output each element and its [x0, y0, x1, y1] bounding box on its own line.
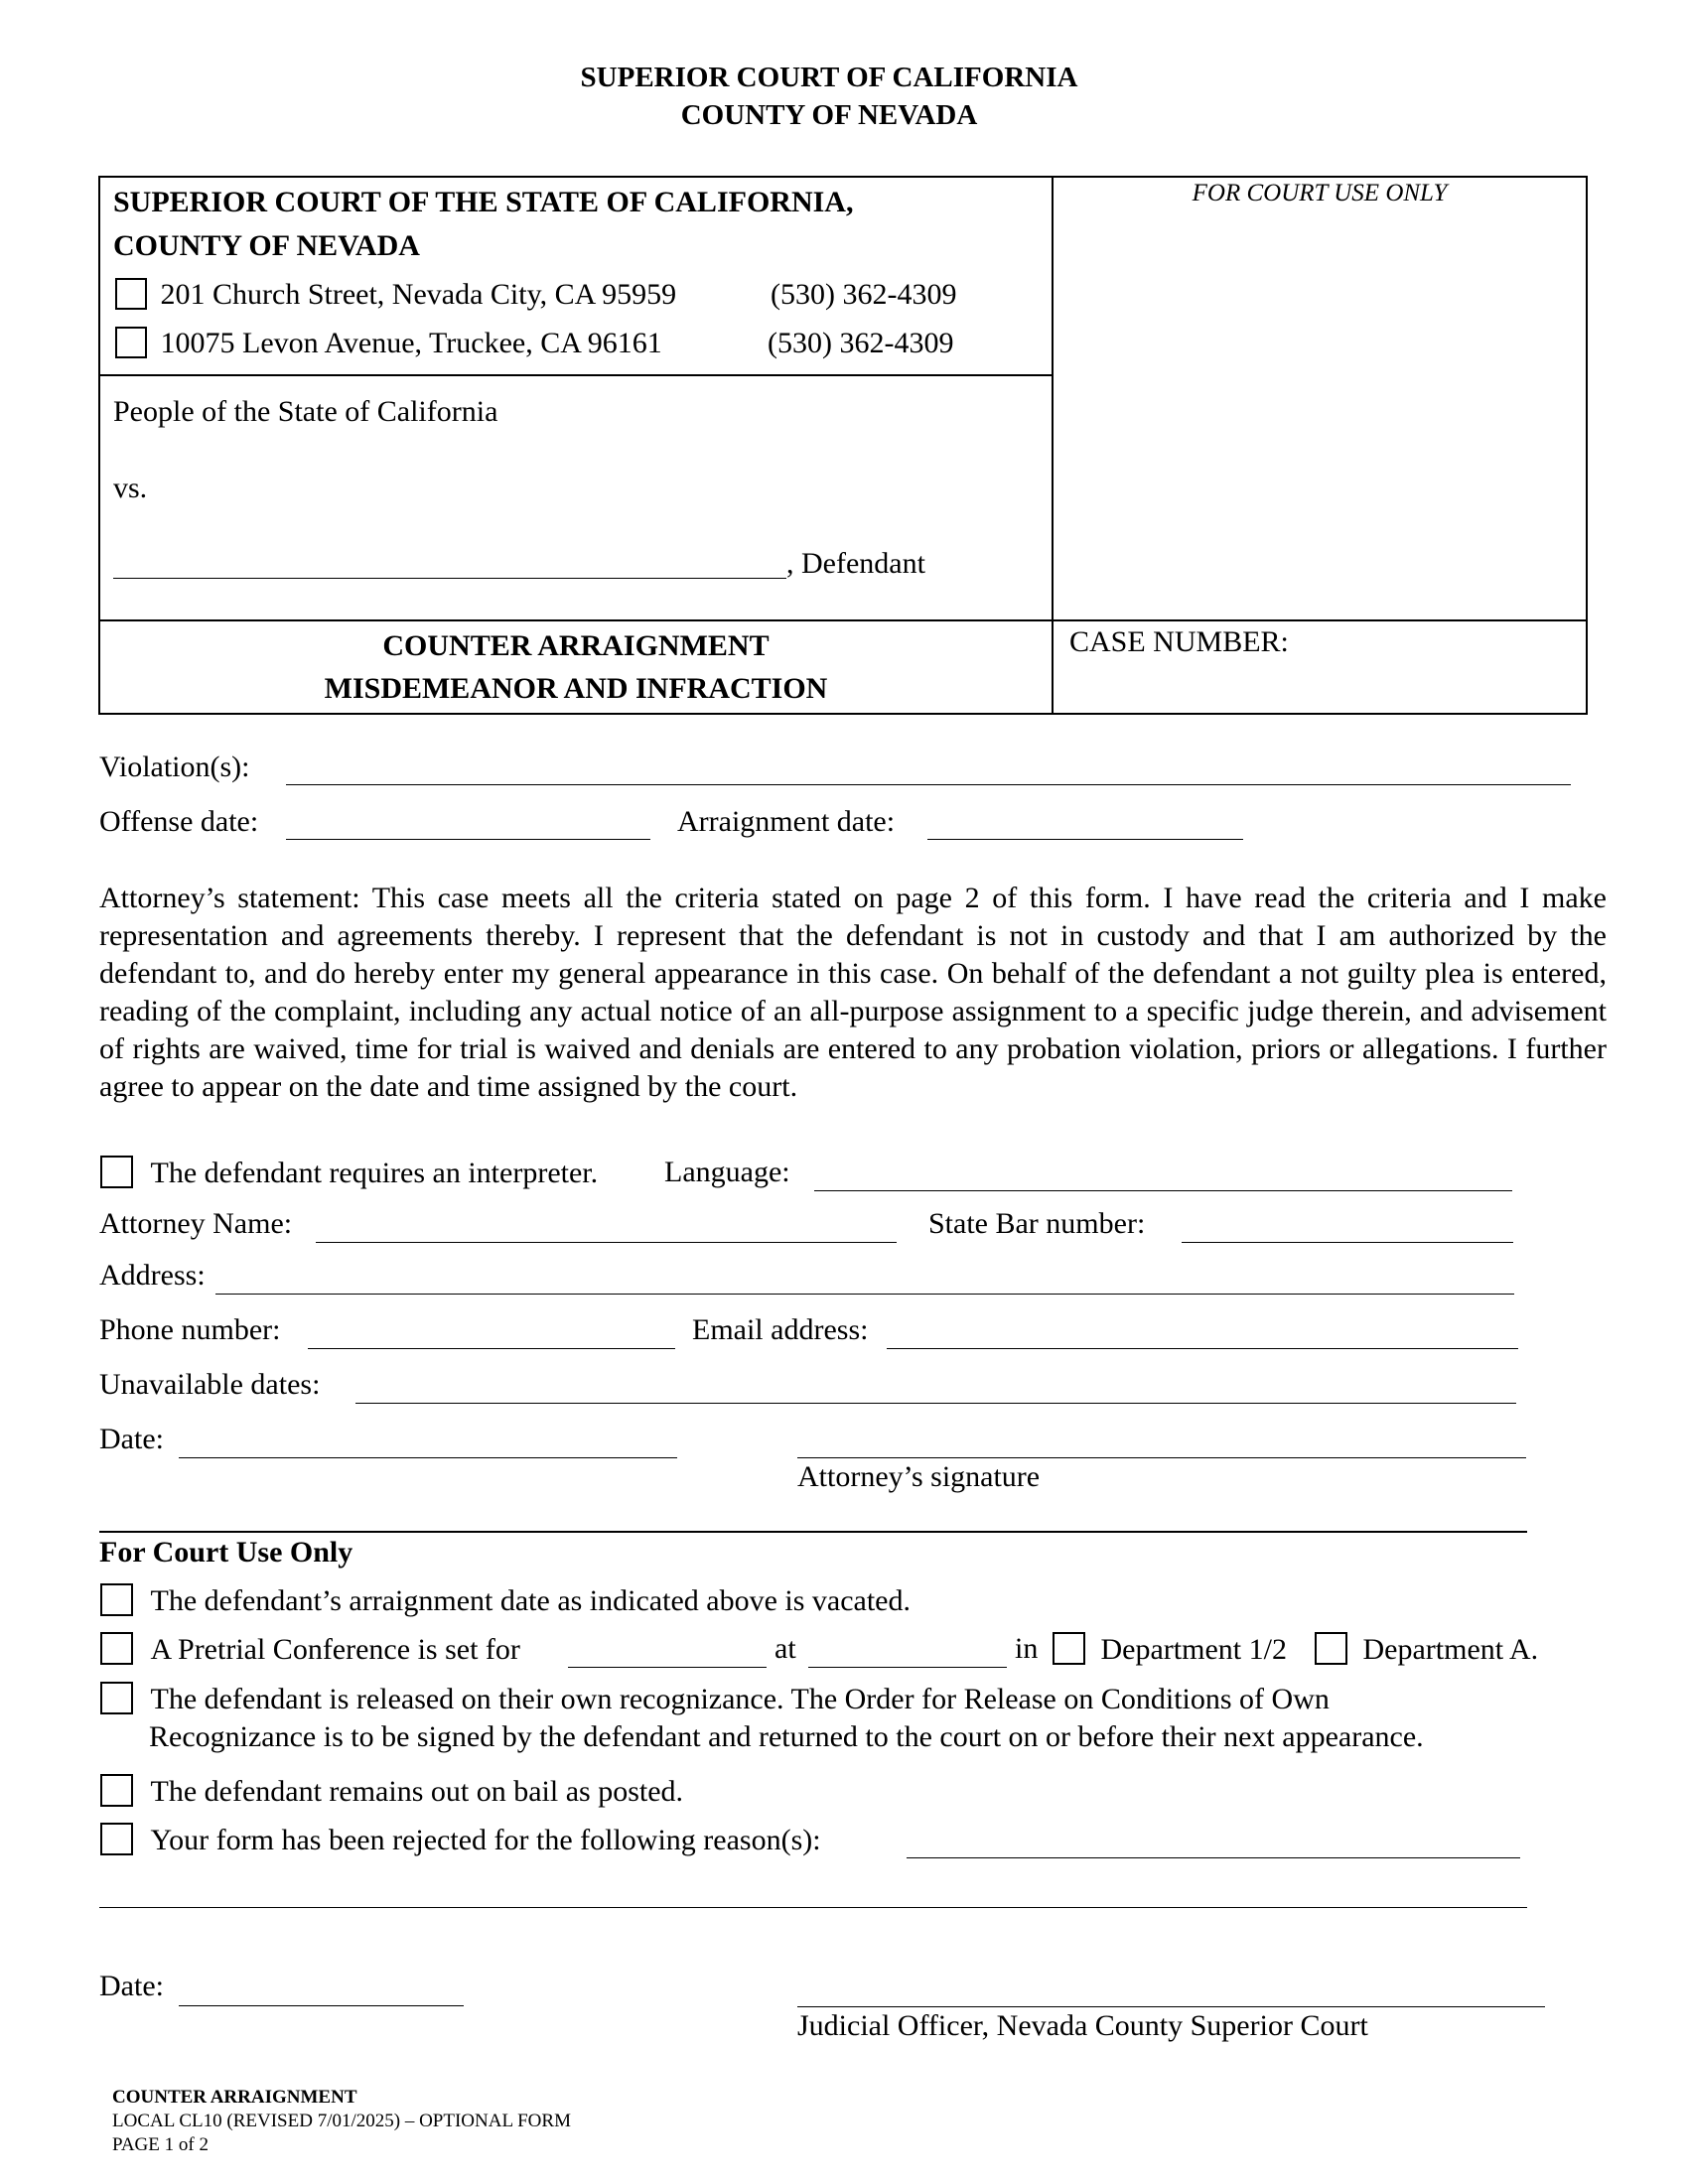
address-field[interactable]	[215, 1294, 1514, 1295]
arraignment-date-label: Arraignment date:	[677, 805, 896, 838]
pretrial-label: A Pretrial Conference is set for	[150, 1633, 520, 1666]
offense-date-field[interactable]	[286, 839, 650, 840]
department-a-label: Department A.	[1362, 1633, 1539, 1666]
attorney-name-label: Attorney Name:	[99, 1207, 293, 1240]
attorney-name-field[interactable]	[316, 1242, 897, 1243]
attorney-signature-label: Attorney’s signature	[797, 1460, 1041, 1493]
department-a-option	[1315, 1632, 1538, 1667]
department-12-checkbox[interactable]	[1053, 1632, 1085, 1665]
court-name-line1: SUPERIOR COURT OF THE STATE OF CALIFORNIA,	[113, 186, 854, 218]
language-label: Language:	[664, 1156, 790, 1188]
phone-label: Phone number:	[99, 1313, 281, 1346]
rejected-checkbox[interactable]	[100, 1823, 133, 1855]
vacated-checkbox[interactable]	[100, 1583, 133, 1616]
rejected-option	[100, 1823, 821, 1857]
violations-label: Violation(s):	[99, 751, 250, 783]
email-label: Email address:	[692, 1313, 869, 1346]
rejected-reason-field[interactable]	[907, 1857, 1520, 1858]
vacated-option	[100, 1583, 911, 1618]
header-title-line2: COUNTY OF NEVADA	[680, 99, 978, 131]
unavailable-dates-label: Unavailable dates:	[99, 1368, 321, 1401]
defendant-label: , Defendant	[786, 547, 925, 580]
pretrial-option	[100, 1632, 520, 1667]
department-a-checkbox[interactable]	[1315, 1632, 1347, 1665]
phone-field[interactable]	[308, 1348, 675, 1349]
address-option-nevada-city	[115, 278, 676, 312]
court-use-box	[1052, 176, 1588, 621]
email-field[interactable]	[887, 1348, 1518, 1349]
truckee-address: 10075 Levon Avenue, Truckee, CA 96161	[160, 327, 662, 359]
released-option	[100, 1682, 1330, 1716]
address-label: Address:	[99, 1259, 206, 1292]
language-field[interactable]	[814, 1190, 1512, 1191]
court-date-label: Date:	[99, 1970, 164, 2002]
released-label-line1: The defendant is released on their own recognizance. The Order for Release on Conditions of Own	[150, 1683, 1330, 1715]
section-divider	[99, 1531, 1527, 1533]
case-number-label: CASE NUMBER:	[1069, 625, 1289, 658]
interpreter-option	[100, 1156, 598, 1190]
pretrial-checkbox[interactable]	[100, 1632, 133, 1665]
court-date-field[interactable]	[179, 2005, 464, 2006]
court-use-heading: For Court Use Only	[99, 1536, 353, 1569]
nevada-city-phone: (530) 362-4309	[771, 278, 957, 311]
unavailable-dates-field[interactable]	[355, 1403, 1516, 1404]
vacated-label: The defendant’s arraignment date as indicated above is vacated.	[150, 1584, 911, 1617]
court-name-line2: COUNTY OF NEVADA	[113, 229, 420, 262]
truckee-phone: (530) 362-4309	[768, 327, 954, 359]
date-label: Date:	[99, 1423, 164, 1455]
violations-field[interactable]	[286, 784, 1571, 785]
nevada-city-address: 201 Church Street, Nevada City, CA 95959	[160, 278, 677, 311]
judicial-officer-label: Judicial Officer, Nevada County Superior Court	[797, 2009, 1368, 2042]
form-title-line2: MISDEMEANOR AND INFRACTION	[324, 672, 828, 705]
nevada-city-checkbox[interactable]	[115, 278, 147, 310]
bail-checkbox[interactable]	[100, 1774, 133, 1807]
department-12-label: Department 1/2	[1100, 1633, 1287, 1666]
address-option-truckee	[115, 327, 662, 360]
interpreter-label: The defendant requires an interpreter.	[150, 1157, 599, 1189]
pretrial-date-field[interactable]	[568, 1667, 767, 1668]
arraignment-date-field[interactable]	[927, 839, 1243, 840]
pretrial-in-label: in	[1015, 1632, 1039, 1665]
attorney-statement: Attorney’s statement: This case meets all the criteria stated on page 2 of this form. I have read the criteria and I make representation and agreements thereby. I represent that the defendant is not in custody and that I am authorized by the defendant to, and do hereby enter my general appearance in this case. On behalf of the defendant a not guilty plea is entered, reading of the complaint, including any actual notice of an all-purpose assignment to a specific judge therein, and advisement of rights are waived, time for trial is waived and denials are entered to any probation violation, priors or allegations. I further agree to appear on the date and time assigned by the court.	[99, 882, 1607, 1103]
state-bar-label: State Bar number:	[928, 1207, 1146, 1240]
for-court-use-only-label: FOR COURT USE ONLY	[1192, 180, 1448, 206]
defendant-name-field[interactable]	[113, 578, 786, 579]
rejected-reason-field-2[interactable]	[99, 1907, 1527, 1908]
rejected-label: Your form has been rejected for the following reason(s):	[150, 1824, 821, 1856]
footer-form-number: LOCAL CL10 (REVISED 7/01/2025) – OPTIONAL FORM	[112, 2111, 571, 2131]
bail-label: The defendant remains out on bail as posted.	[150, 1775, 684, 1808]
footer-page-number: PAGE 1 of 2	[112, 2134, 209, 2155]
date-field[interactable]	[179, 1457, 677, 1458]
pretrial-at-label: at	[774, 1632, 796, 1665]
attorney-signature-field[interactable]	[797, 1457, 1526, 1458]
released-label-line2: Recognizance is to be signed by the defendant and returned to the court on or before their next appearance.	[149, 1720, 1424, 1753]
form-title-line1: COUNTER ARRAIGNMENT	[382, 629, 770, 662]
state-bar-field[interactable]	[1182, 1242, 1513, 1243]
vs-label: vs.	[113, 472, 148, 504]
interpreter-checkbox[interactable]	[100, 1156, 133, 1188]
truckee-checkbox[interactable]	[115, 327, 147, 358]
pretrial-time-field[interactable]	[808, 1667, 1007, 1668]
department-12-option	[1053, 1632, 1287, 1667]
footer-form-name: COUNTER ARRAIGNMENT	[112, 2087, 357, 2108]
bail-option	[100, 1774, 683, 1809]
offense-date-label: Offense date:	[99, 805, 259, 838]
judicial-officer-signature-field[interactable]	[797, 2006, 1545, 2007]
people-label: People of the State of California	[113, 395, 498, 428]
header-title-line1: SUPERIOR COURT OF CALIFORNIA	[580, 62, 1078, 93]
released-checkbox[interactable]	[100, 1682, 133, 1714]
